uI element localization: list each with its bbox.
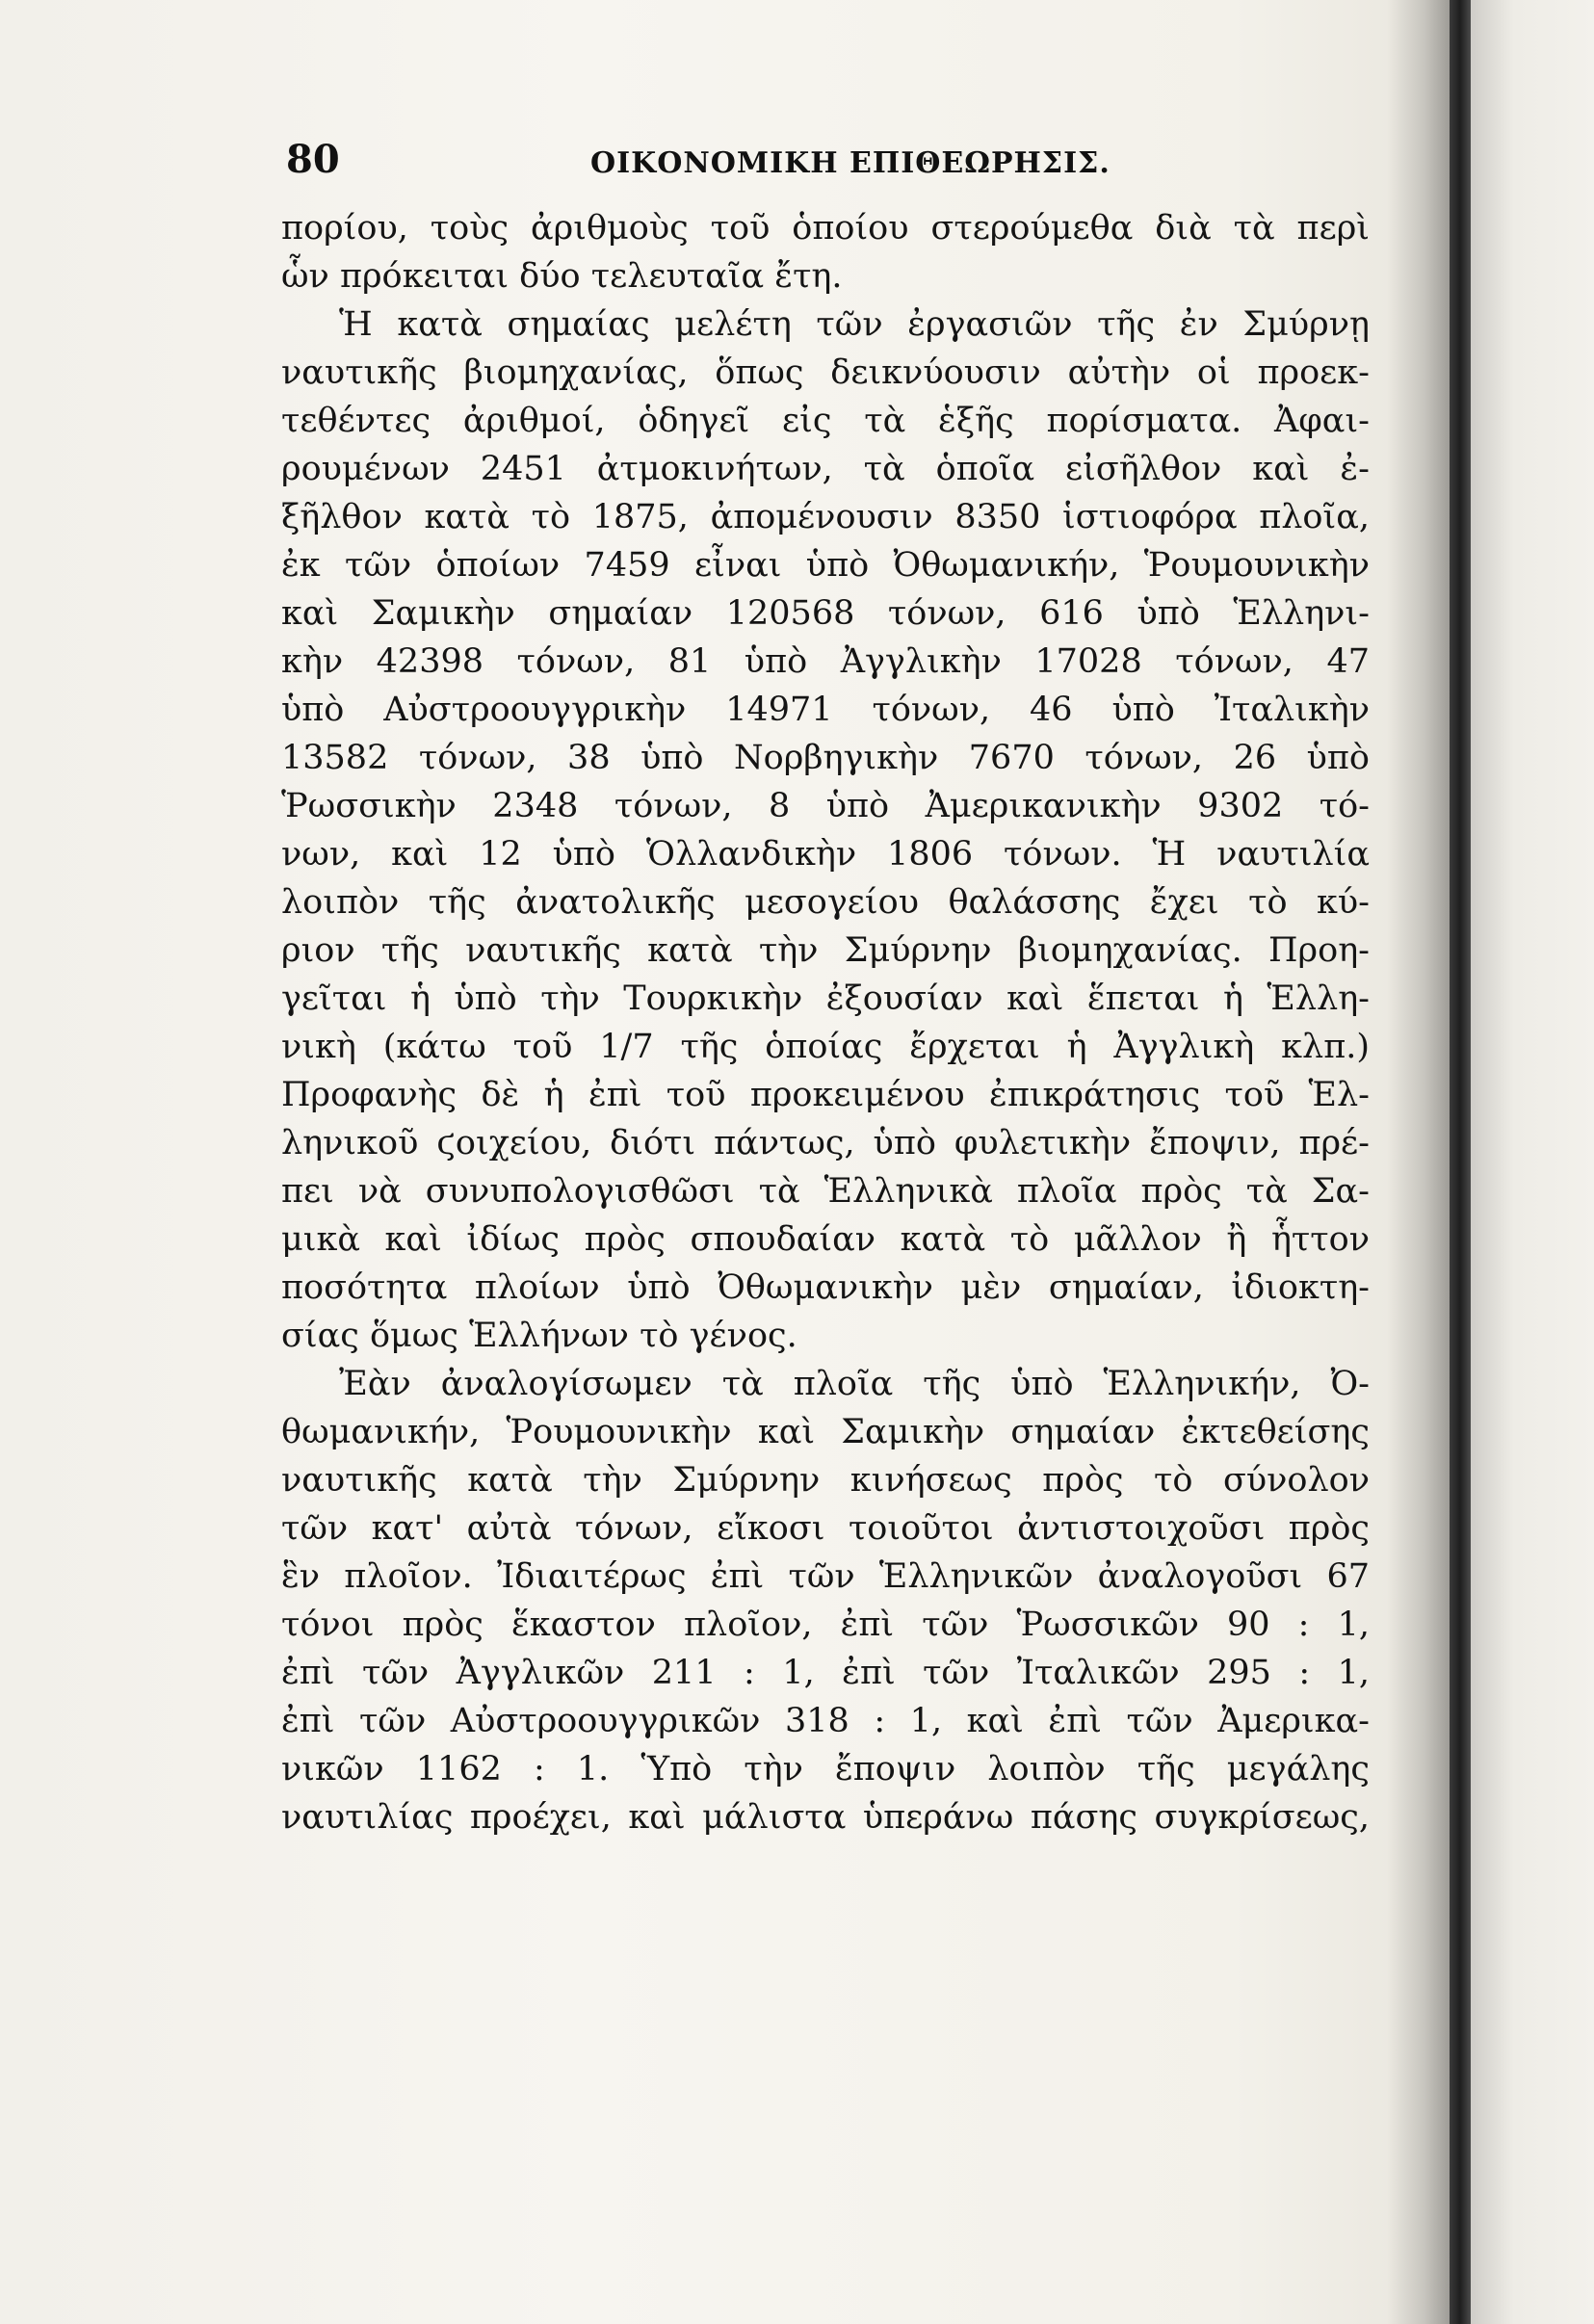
text-line: νικὴ (κάτω τοῦ 1/7 τῆς ὁποίας ἔρχεται ἡ Ἀγγλικὴ κλπ.) (281, 1028, 1370, 1066)
text-line: ναυτικῆς κατὰ τὴν Σμύρνην κινήσεως πρὸς τὸ σύνολον (281, 1461, 1370, 1500)
text-line: ἐπὶ τῶν Αὐστροουγγρικῶν 318 : 1, καὶ ἐπὶ τῶν Ἀμερικα- (281, 1702, 1370, 1740)
page-header (286, 137, 1384, 185)
text-line: 13582 τόνων, 38 ὑπὸ Νορβηγικὴν 7670 τόνων, 26 ὑπὸ (281, 739, 1370, 777)
text-line: ξῆλθον κατὰ τὸ 1875, ἀπομένουσιν 8350 ἱστιοφόρα πλοῖα, (281, 498, 1370, 536)
text-line: Ῥωσσικὴν 2348 τόνων, 8 ὑπὸ Ἀμερικανικὴν 9302 τό- (281, 787, 1370, 825)
text-line: ληνικοῦ ϛοιχείου, διότι πάντως, ὑπὸ φυλετικὴν ἔποψιν, πρέ- (281, 1124, 1370, 1162)
body-text (281, 204, 1370, 1841)
text-line: Ἐὰν ἀναλογίσωμεν τὰ πλοῖα τῆς ὑπὸ Ἑλληνικήν, Ὀ- (339, 1365, 1370, 1403)
text-line: μικὰ καὶ ἰδίως πρὸς σπουδαίαν κατὰ τὸ μᾶλλον ἢ ἧττον (281, 1220, 1370, 1259)
text-line: ριον τῆς ναυτικῆς κατὰ τὴν Σμύρνην βιομηχανίας. Προη- (281, 931, 1370, 970)
text-line: Ἡ κατὰ σημαίας μελέτη τῶν ἐργασιῶν τῆς ἐν Σμύρνῃ (339, 305, 1370, 344)
text-line: πει νὰ συνυπολογισθῶσι τὰ Ἑλληνικὰ πλοῖα πρὸς τὰ Σα- (281, 1172, 1370, 1211)
text-line: ἐκ τῶν ὁποίων 7459 εἶναι ὑπὸ Ὀθωμανικήν, Ῥουμουνικὴν (281, 546, 1370, 585)
text-line: κὴν 42398 τόνων, 81 ὑπὸ Ἀγγλικὴν 17028 τόνων, 47 (281, 642, 1370, 681)
text-line: τόνοι πρὸς ἕκαστον πλοῖον, ἐπὶ τῶν Ῥωσσικῶν 90 : 1, (281, 1606, 1370, 1644)
text-line: Προφανὴς δὲ ἡ ἐπὶ τοῦ προκειμένου ἐπικράτησις τοῦ Ἑλ- (281, 1076, 1370, 1114)
text-line: ὑπὸ Αὐστροουγγρικὴν 14971 τόνων, 46 ὑπὸ Ἰταλικὴν (281, 691, 1370, 729)
text-line: ρουμένων 2451 ἀτμοκινήτων, τὰ ὁποῖα εἰσῆλθον καὶ ἐ- (281, 450, 1370, 488)
facing-page-edge (1471, 0, 1594, 2324)
text-line: ὧν πρόκειται δύο τελευταῖα ἔτη. (281, 257, 843, 296)
text-line: γεῖται ἡ ὑπὸ τὴν Τουρκικὴν ἐξουσίαν καὶ ἕπεται ἡ Ἑλλη- (281, 979, 1370, 1018)
gutter-shadow (1387, 0, 1450, 2324)
text-line: ἓν πλοῖον. Ἰδιαιτέρως ἐπὶ τῶν Ἑλληνικῶν ἀναλογοῦσι 67 (281, 1557, 1370, 1596)
text-line: καὶ Σαμικὴν σημαίαν 120568 τόνων, 616 ὑπὸ Ἑλληνι- (281, 594, 1370, 633)
running-title: ΟΙΚΟΝΟΜΙΚΗ ΕΠΙΘΕΩΡΗΣΙΣ. (590, 146, 1111, 180)
text-line: θωμανικήν, Ῥουμουνικὴν καὶ Σαμικὴν σημαίαν ἐκτεθείσης (281, 1413, 1370, 1451)
text-line: σίας ὅμως Ἑλλήνων τὸ γένος. (281, 1317, 797, 1355)
text-line: λοιπὸν τῆς ἀνατολικῆς μεσογείου θαλάσσης ἔχει τὸ κύ- (281, 883, 1370, 922)
text-line: ναυτιλίας προέχει, καὶ μάλιστα ὑπεράνω πάσης συγκρίσεως, (281, 1798, 1370, 1837)
text-line: ναυτικῆς βιομηχανίας, ὅπως δεικνύουσιν αὐτὴν οἱ προεκ- (281, 353, 1370, 392)
text-line: τῶν κατ' αὐτὰ τόνων, εἴκοσι τοιοῦτοι ἀντιστοιχοῦσι πρὸς (281, 1509, 1370, 1548)
text-line: ποσότητα πλοίων ὑπὸ Ὀθωμανικὴν μὲν σημαίαν, ἰδιοκτη- (281, 1268, 1370, 1307)
book-binding (1450, 0, 1471, 2324)
text-line: πορίου, τοὺς ἀριθμοὺς τοῦ ὁποίου στερούμεθα διὰ τὰ περὶ (281, 209, 1370, 248)
text-line: τεθέντες ἀριθμοί, ὁδηγεῖ εἰς τὰ ἑξῆς πορίσματα. Ἀφαι- (281, 402, 1370, 440)
page-number: 80 (286, 137, 340, 182)
text-line: νικῶν 1162 : 1. Ὑπὸ τὴν ἔποψιν λοιπὸν τῆς μεγάλης (281, 1750, 1370, 1789)
text-line: ἐπὶ τῶν Ἀγγλικῶν 211 : 1, ἐπὶ τῶν Ἰταλικῶν 295 : 1, (281, 1654, 1370, 1692)
text-line: νων, καὶ 12 ὑπὸ Ὁλλανδικὴν 1806 τόνων. Ἡ ναυτιλία (281, 835, 1370, 874)
